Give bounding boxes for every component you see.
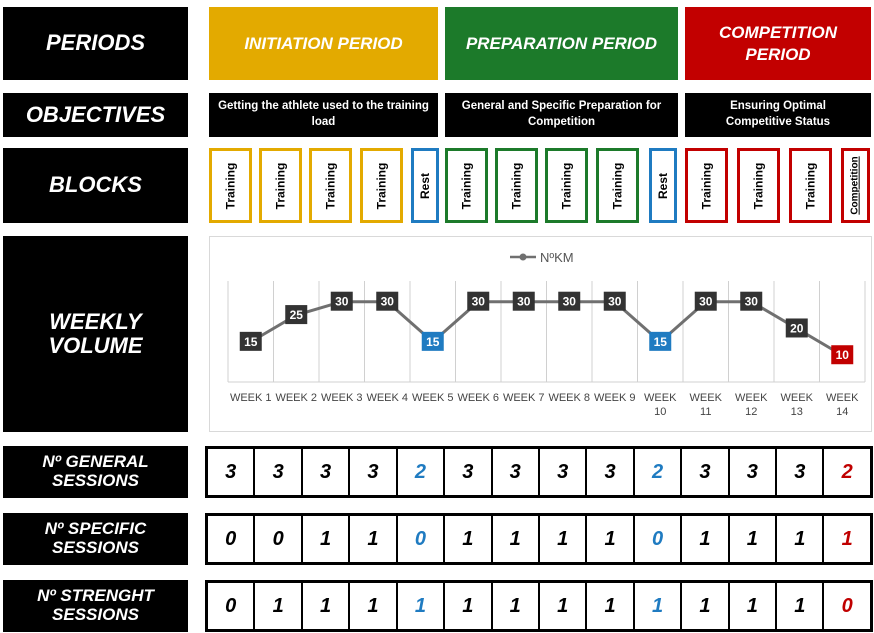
specific-sessions-cell: 1 bbox=[585, 516, 632, 562]
specific-sessions-cell: 1 bbox=[822, 516, 869, 562]
block-14 bbox=[841, 148, 870, 223]
objective-competition: Ensuring Optimal Competitive Status bbox=[685, 93, 871, 137]
data-label: 15 bbox=[653, 334, 667, 349]
specific-sessions-cell: 1 bbox=[538, 516, 585, 562]
block-9 bbox=[596, 148, 639, 223]
strength-sessions-cell: 1 bbox=[491, 583, 538, 629]
general-sessions-cell: 3 bbox=[728, 449, 775, 495]
block-label: Training bbox=[751, 162, 766, 209]
general-sessions-cell: 3 bbox=[538, 449, 585, 495]
specific-sessions-cell: 1 bbox=[775, 516, 822, 562]
block-4 bbox=[360, 148, 403, 223]
data-label: 30 bbox=[517, 294, 531, 309]
general-sessions-cell: 3 bbox=[443, 449, 490, 495]
data-label: 15 bbox=[426, 334, 440, 349]
general-sessions-cell: 3 bbox=[253, 449, 300, 495]
block-label: Rest bbox=[418, 172, 433, 199]
strength-sessions-cell: 1 bbox=[728, 583, 775, 629]
legend-marker bbox=[520, 254, 527, 261]
block-1 bbox=[209, 148, 252, 223]
block-label: Training bbox=[459, 162, 474, 209]
strength-sessions-cell: 1 bbox=[396, 583, 443, 629]
strength-sessions-cell: 1 bbox=[680, 583, 727, 629]
general-sessions-cell: 3 bbox=[225, 460, 237, 483]
data-label: 30 bbox=[471, 294, 485, 309]
general-sessions-cell: 2 bbox=[633, 449, 680, 495]
block-label: Rest bbox=[656, 172, 671, 199]
specific-sessions-cell: 1 bbox=[443, 516, 490, 562]
block-label: Training bbox=[610, 162, 625, 209]
x-tick-label: WEEK 2 bbox=[275, 392, 318, 404]
block-12 bbox=[737, 148, 780, 223]
period-initiation: INITIATION PERIOD bbox=[209, 7, 438, 80]
x-tick-label: WEEK 6 bbox=[457, 392, 500, 404]
strength-sessions-cell: 1 bbox=[348, 583, 395, 629]
objectives-label: OBJECTIVES bbox=[3, 93, 188, 137]
x-tick-label: WEEK 7 bbox=[502, 392, 545, 404]
general-sessions-cell: 3 bbox=[585, 449, 632, 495]
block-10 bbox=[649, 148, 677, 223]
block-6 bbox=[445, 148, 488, 223]
general-sessions-row bbox=[205, 446, 873, 498]
general-sessions-cell: 3 bbox=[348, 449, 395, 495]
x-tick-label: WEEK 5 bbox=[411, 392, 454, 404]
block-label: Training bbox=[803, 162, 818, 209]
period-preparation: PREPARATION PERIOD bbox=[445, 7, 678, 80]
objective-preparation: General and Specific Preparation for Competition bbox=[445, 93, 678, 137]
chart-svg bbox=[210, 237, 873, 433]
x-tick-label: WEEK 10 bbox=[644, 392, 677, 418]
strength-sessions-cell: 1 bbox=[633, 583, 680, 629]
block-label: Training bbox=[323, 162, 338, 209]
specific-sessions-cell: 1 bbox=[728, 516, 775, 562]
data-label: 30 bbox=[335, 294, 349, 309]
strength-sessions-cell: 0 bbox=[822, 583, 869, 629]
data-label: 30 bbox=[699, 294, 713, 309]
block-13 bbox=[789, 148, 832, 223]
x-tick-label: WEEK 14 bbox=[826, 392, 859, 418]
specific-sessions-label: Nº SPECIFIC SESSIONS bbox=[3, 513, 188, 565]
block-label: Training bbox=[699, 162, 714, 209]
specific-sessions-cell: 0 bbox=[396, 516, 443, 562]
specific-sessions-cell: 0 bbox=[633, 516, 680, 562]
general-sessions-cell: 3 bbox=[775, 449, 822, 495]
block-label: Training bbox=[559, 162, 574, 209]
specific-sessions-cell: 1 bbox=[491, 516, 538, 562]
data-label: 30 bbox=[380, 294, 394, 309]
data-label: 10 bbox=[835, 348, 849, 363]
block-label: Training bbox=[509, 162, 524, 209]
x-tick-label: WEEK 11 bbox=[689, 392, 722, 418]
strength-sessions-cell: 0 bbox=[225, 594, 237, 617]
general-sessions-cell: 2 bbox=[822, 449, 869, 495]
strength-sessions-cell: 1 bbox=[585, 583, 632, 629]
x-tick-label: WEEK 1 bbox=[229, 392, 272, 404]
x-tick-label: WEEK 12 bbox=[735, 392, 768, 418]
data-label: 30 bbox=[562, 294, 576, 309]
data-label: 15 bbox=[244, 334, 258, 349]
data-label: 20 bbox=[790, 321, 804, 336]
weekly-volume-label: WEEKLY VOLUME bbox=[3, 236, 188, 432]
block-5 bbox=[411, 148, 439, 223]
block-3 bbox=[309, 148, 352, 223]
specific-sessions-cell: 1 bbox=[301, 516, 348, 562]
x-tick-label: WEEK 13 bbox=[780, 392, 813, 418]
specific-sessions-cell: 1 bbox=[680, 516, 727, 562]
strength-sessions-cell: 1 bbox=[253, 583, 300, 629]
specific-sessions-cell: 0 bbox=[253, 516, 300, 562]
block-7 bbox=[495, 148, 538, 223]
block-label: Training bbox=[374, 162, 389, 209]
strength-sessions-label: Nº STRENGHT SESSIONS bbox=[3, 580, 188, 632]
legend bbox=[510, 250, 574, 265]
strength-sessions-cell: 1 bbox=[443, 583, 490, 629]
objective-initiation: Getting the athlete used to the training load bbox=[209, 93, 438, 137]
periods-label: PERIODS bbox=[3, 7, 188, 80]
x-tick-label: WEEK 3 bbox=[320, 392, 363, 404]
strength-sessions-row bbox=[205, 580, 873, 632]
general-sessions-label: Nº GENERAL SESSIONS bbox=[3, 446, 188, 498]
block-label: Competition bbox=[850, 156, 862, 215]
strength-sessions-cell: 1 bbox=[301, 583, 348, 629]
general-sessions-cell: 2 bbox=[396, 449, 443, 495]
general-sessions-cell: 3 bbox=[301, 449, 348, 495]
block-2 bbox=[259, 148, 302, 223]
weekly-volume-chart bbox=[209, 236, 872, 432]
block-label: Training bbox=[223, 162, 238, 209]
block-8 bbox=[545, 148, 588, 223]
specific-sessions-cell: 1 bbox=[348, 516, 395, 562]
specific-sessions-row bbox=[205, 513, 873, 565]
strength-sessions-cell: 1 bbox=[538, 583, 585, 629]
general-sessions-cell: 3 bbox=[680, 449, 727, 495]
x-tick-label: WEEK 4 bbox=[366, 392, 409, 404]
block-11 bbox=[685, 148, 728, 223]
x-tick-label: WEEK 8 bbox=[548, 392, 591, 404]
blocks-label: BLOCKS bbox=[3, 148, 188, 223]
data-label: 30 bbox=[744, 294, 758, 309]
strength-sessions-cell: 1 bbox=[775, 583, 822, 629]
legend-label: NºKM bbox=[540, 250, 574, 265]
data-label: 30 bbox=[608, 294, 622, 309]
general-sessions-cell: 3 bbox=[491, 449, 538, 495]
block-label: Training bbox=[273, 162, 288, 209]
x-tick-label: WEEK 9 bbox=[593, 392, 636, 404]
specific-sessions-cell: 0 bbox=[225, 527, 237, 550]
data-label: 25 bbox=[289, 308, 303, 323]
period-competition: COMPETITION PERIOD bbox=[685, 7, 871, 80]
